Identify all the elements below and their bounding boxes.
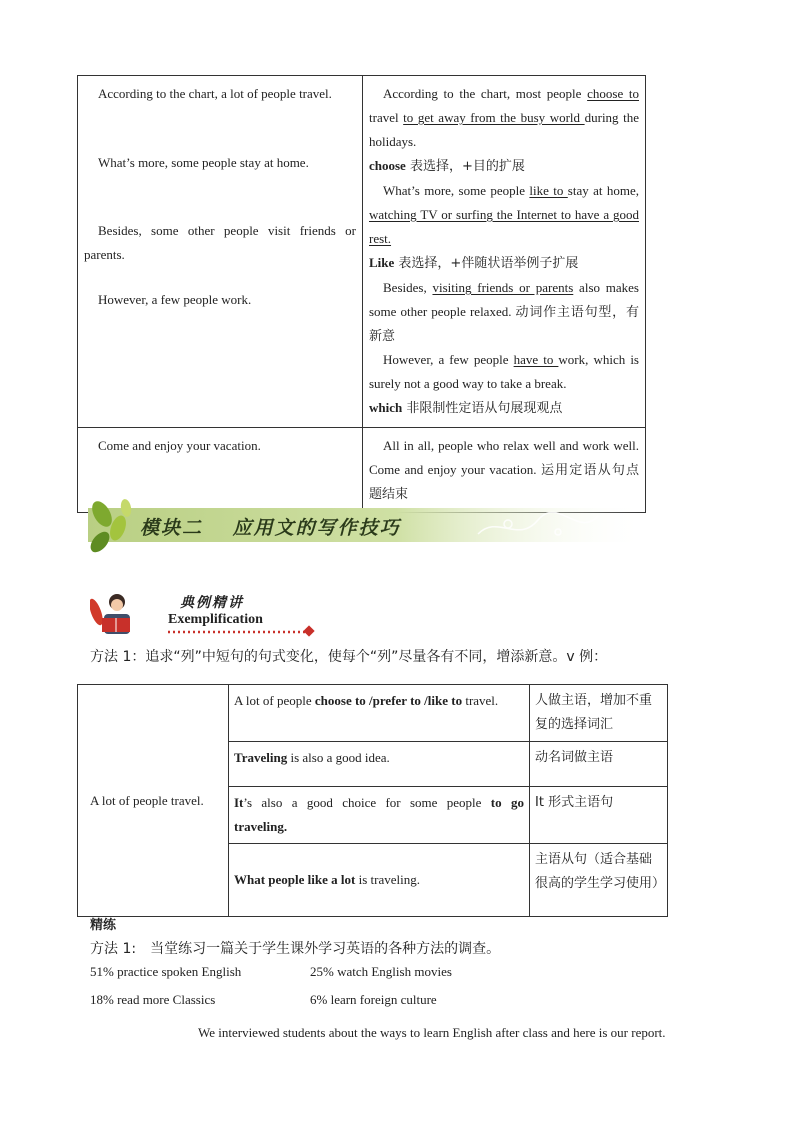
table-row [78,685,668,742]
example-cell: Traveling is also a good idea. [229,742,530,787]
example-cell: A lot of people choose to /prefer to /like to travel. [229,685,530,742]
exemplification-title-en: Exemplification [168,612,263,627]
simple-sentence: Come and enjoy your vacation. [98,438,261,453]
grammar-note: choose 表选择，+目的扩展 [369,158,525,174]
comparison-table [77,75,646,513]
section-title: 模块二 应用文的写作技巧 [140,517,401,539]
simple-sentence: Besides, some other people visit friends or parents. [84,223,356,262]
simple-sentence: However, a few people work. [98,292,252,307]
improved-paragraph: However, a few people have to work, which is surely not a good way to take a break. [369,352,639,391]
survey-item: 6% learn foreign culture [310,992,437,1007]
example-cell: It’s also a good choice for some people to go traveling. [229,787,530,844]
practice-method: 方法 1: 当堂练习一篇关于学生课外学习英语的各种方法的调查。 [90,941,501,957]
head-sentence-cell: A lot of people travel. [78,685,229,917]
table-row [78,76,646,428]
exemplification-title-zh: 典例精讲 [180,595,244,611]
simple-sentences-cell [78,76,363,428]
improved-paragraph: What’s more, some people like to stay at home, watching TV or surfing the Internet to have a good rest. [369,183,639,246]
note-cell: It 形式主语句 [530,787,668,844]
survey-item: 18% read more Classics [90,992,216,1007]
example-table [77,684,668,917]
improved-paragraph: Besides, visiting friends or parents also makes some other people relaxed. 动词作主语句型，有新意 [369,280,639,343]
diamond-icon [303,625,314,636]
report-sentence: We interviewed students about the ways to learn English after class and here is our report. [198,1025,666,1040]
grammar-note: which 非限制性定语从句展现观点 [369,400,563,416]
improved-paragraph: According to the chart, most people choose to travel to get away from the busy world during the holidays. [369,86,639,149]
note-cell: 主语从句（适合基础很高的学生学习使用） [530,844,668,917]
method-line: 方法 1：追求“列”中短句的句式变化，使每个“列”尽量各有不同，增添新意。v 例： [90,649,608,665]
survey-item: 51% practice spoken English [90,964,242,979]
simple-sentence: What’s more, some people stay at home. [98,155,309,170]
note-cell: 人做主语，增加不重复的选择词汇 [530,685,668,742]
practice-title: 精练 [90,918,117,933]
improved-sentences-cell [363,76,646,428]
improved-sentences-cell: All in all, people who relax well and work well. Come and enjoy your vacation. 运用定语从句点题结束 [363,428,646,513]
simple-sentence: According to the chart, a lot of people travel. [98,86,332,101]
reading-person-icon [90,594,130,634]
example-cell: What people like a lot is traveling. [229,844,530,917]
survey-item: 25% watch English movies [310,964,452,979]
note-cell: 动名词做主语 [530,742,668,787]
grammar-note: Like 表选择，+伴随状语举例子扩展 [369,255,579,271]
